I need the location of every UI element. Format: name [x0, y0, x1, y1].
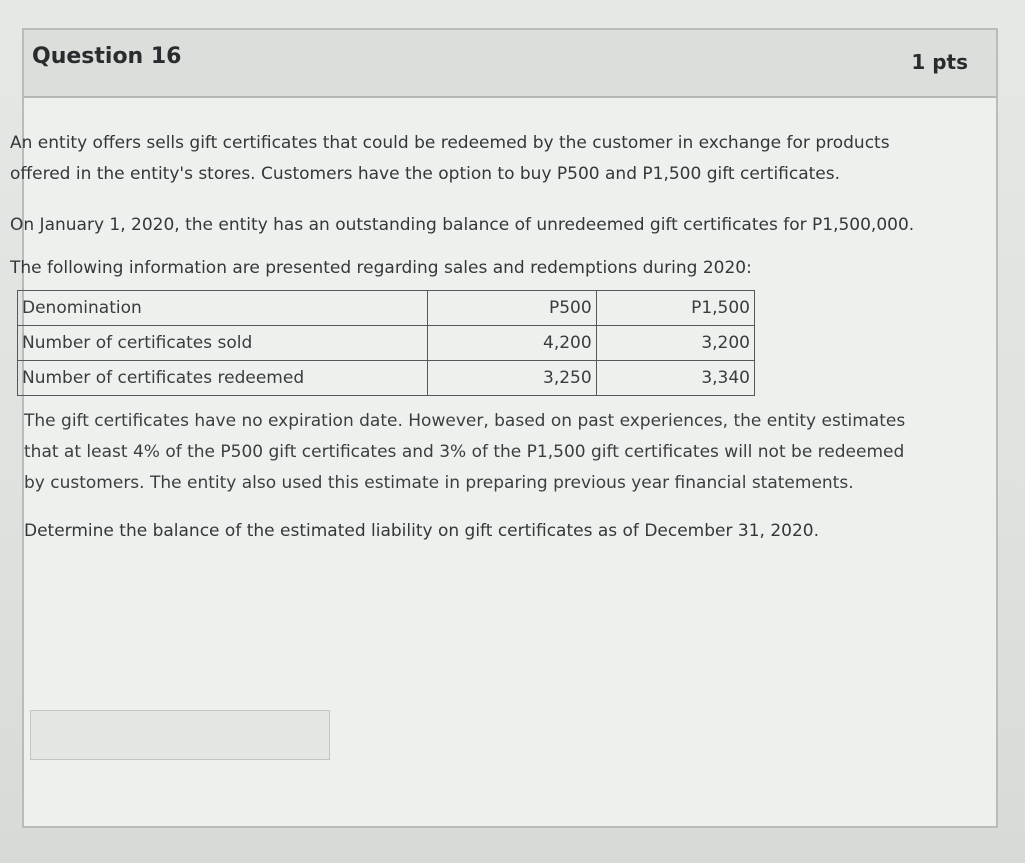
- table-cell: Number of certificates sold: [18, 326, 428, 361]
- question-body: [10, 128, 930, 564]
- table-cell: Denomination: [18, 291, 428, 326]
- intro-paragraph: An entity offers sells gift certificates that could be redeemed by the customer in exchange for products offered in the entity's stores. Customers have the option to buy P500 and P1,500 gift certificates.: [10, 133, 890, 184]
- question-prompt: Determine the balance of the estimated liability on gift certificates as of December 31, 2020.: [24, 521, 819, 541]
- table-row: [18, 326, 755, 361]
- answer-input[interactable]: [30, 710, 330, 760]
- estimate-paragraph: The gift certificates have no expiration date. However, based on past experiences, the entity estimates that at least 4% of the P500 gift certificates and 3% of the P1,500 gift certificates will not be redeemed by customers. The entity also used this estimate in preparing previous year financial statements.: [24, 411, 906, 493]
- table-row: [18, 291, 755, 326]
- table-cell: 3,200: [596, 326, 754, 361]
- table-cell: 3,250: [428, 361, 596, 396]
- question-title: Question 16: [32, 44, 182, 69]
- table-cell: P500: [428, 291, 596, 326]
- table-cell: 4,200: [428, 326, 596, 361]
- question-header: [24, 30, 996, 98]
- sales-redemption-table: [17, 290, 755, 396]
- question-points: 1 pts: [911, 50, 968, 74]
- table-cell: Number of certificates redeemed: [18, 361, 428, 396]
- info-paragraph: The following information are presented regarding sales and redemptions during 2020:: [10, 258, 752, 278]
- table-cell: 3,340: [596, 361, 754, 396]
- table-cell: P1,500: [596, 291, 754, 326]
- balance-paragraph: On January 1, 2020, the entity has an outstanding balance of unredeemed gift certificates for P1,500,000.: [10, 215, 915, 235]
- table-row: [18, 361, 755, 396]
